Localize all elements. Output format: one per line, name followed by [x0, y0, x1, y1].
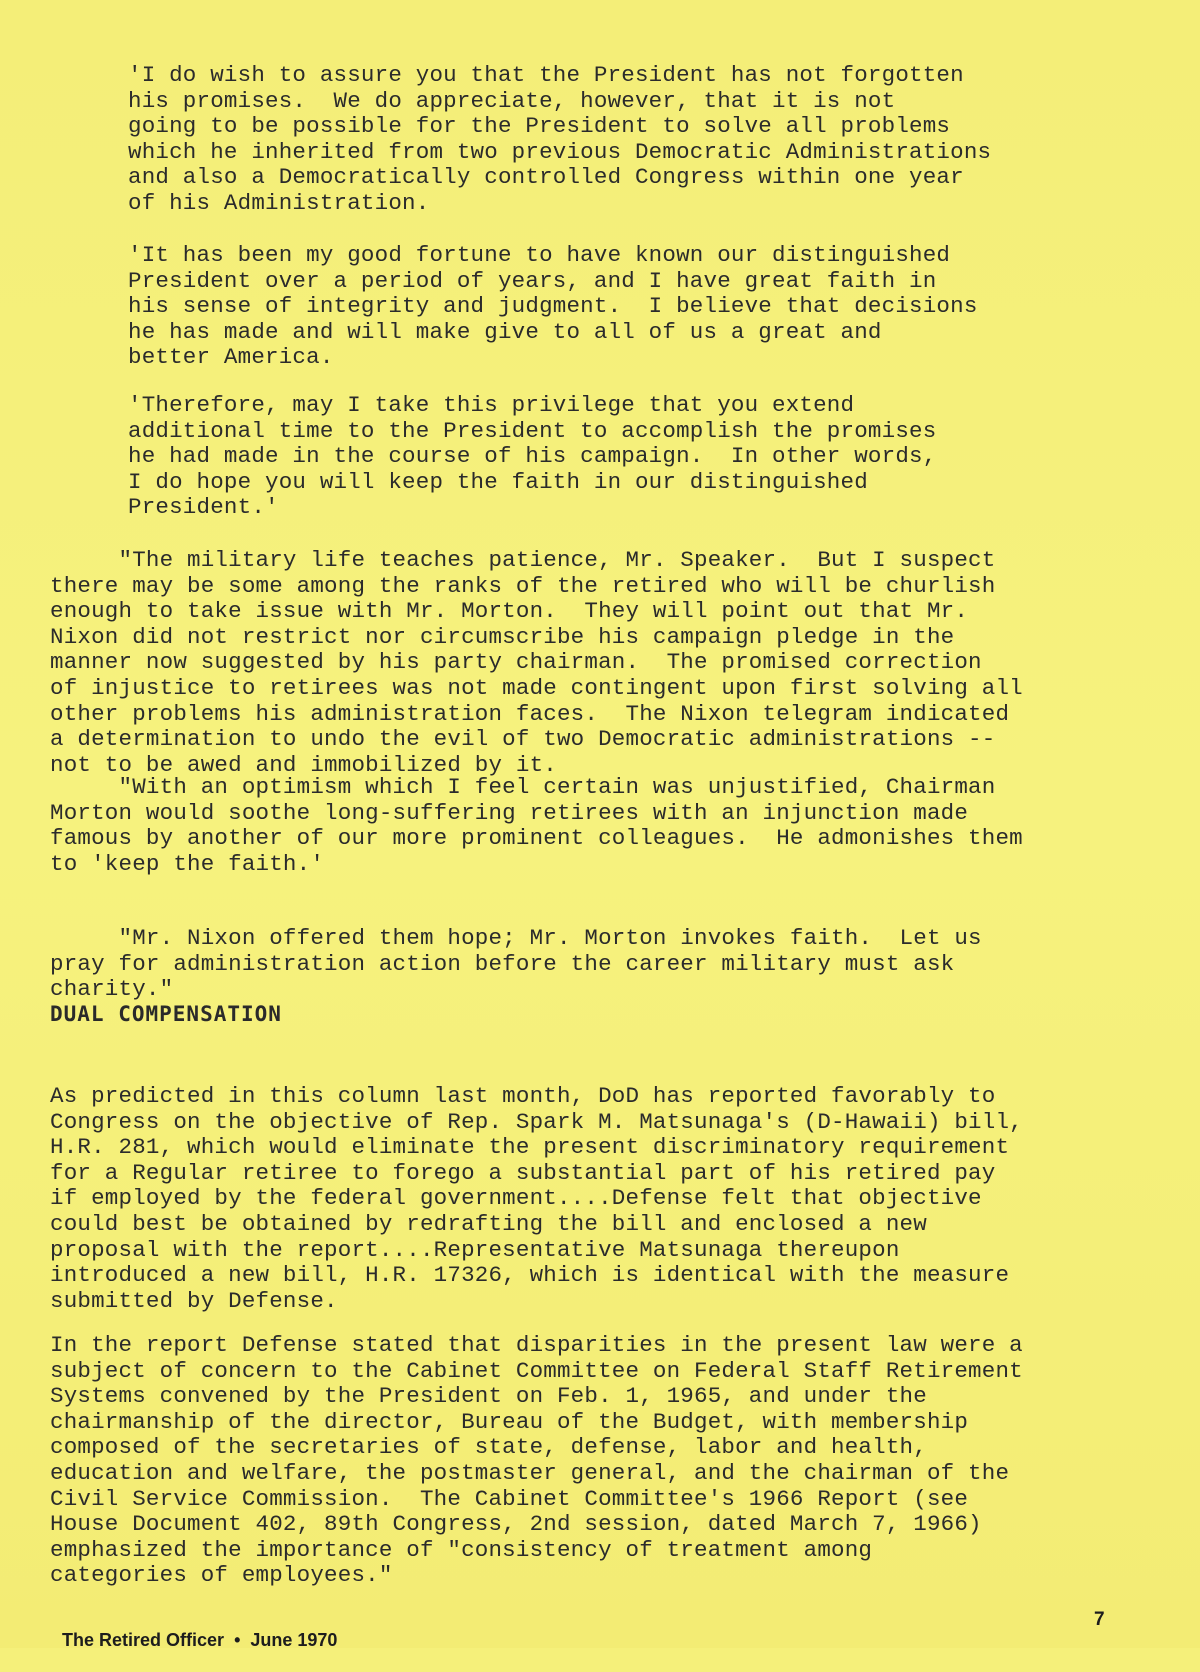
body-paragraph-1: "The military life teaches patience, Mr. Speaker. But I suspect there may be some among the ranks of the retired who will be churlish enough to take issue with Mr. Morton. They will point out that Mr. Nixon did not restrict nor circumscribe his campaign pledge in the manner now suggested by his party chairman. The promised correction of injustice to retirees was not made contingent upon first solving all other problems his administration faces. The Nixon telegram indicated a determination to undo the evil of two Democratic administrations -- not to be awed and immobilized by it. [50, 547, 1023, 778]
body-paragraph-4: As predicted in this column last month, DoD has reported favorably to Congress on the objective of Rep. Spark M. Matsunaga's (D-Hawaii) bill, H.R. 281, which would eliminate the present discriminatory requirement for a Regular retiree to forego a substantial part of his retired pay if employed by the federal government....Defense felt that objective could best be obtained by redrafting the bill and enclosed a new proposal with the report....Representative Matsunaga thereupon introduced a new bill, H.R. 17326, which is identical with the measure submitted by Defense. [50, 1083, 1023, 1314]
issue-date: June 1970 [250, 1630, 338, 1650]
section-heading: DUAL COMPENSATION [50, 1002, 282, 1026]
page-number: 7 [1094, 1609, 1105, 1630]
quoted-paragraph-1: 'I do wish to assure you that the President has not forgotten his promises. We do appreciate, however, that it is not going to be possible for the President to solve all problems which he inherited from two previous Democratic Administrations and also a Democratically controlled Congress within one year of his Administration. [128, 62, 992, 216]
publication-name: The Retired Officer [62, 1630, 225, 1650]
quoted-paragraph-2: 'It has been my good fortune to have known our distinguished President over a period of years, and I have great faith in his sense of integrity and judgment. I believe that decisions he has made and will make give to all of us a great and better America. [128, 242, 978, 371]
body-paragraph-5: In the report Defense stated that disparities in the present law were a subject of concern to the Cabinet Committee on Federal Staff Retirement Systems convened by the President on Feb. 1, 1965, and under the chairmanship of the director, Bureau of the Budget, with membership composed of the secretaries of state, defense, labor and health, education and welfare, the postmaster general, and the chairman of the Civil Service Commission. The Cabinet Committee's 1966 Report (see House Document 402, 89th Congress, 2nd session, dated March 7, 1966) emphasized the importance of "consistency of treatment among categories of employees." [50, 1332, 1023, 1589]
footer-bullet: • [234, 1630, 241, 1650]
body-paragraph-2: "With an optimism which I feel certain was unjustified, Chairman Morton would soothe long-suffering retirees with an injunction made famous by another of our more prominent colleagues. He admonishes them to 'keep the faith.' [50, 774, 1023, 877]
page-footer [42, 1609, 337, 1672]
body-paragraph-3: "Mr. Nixon offered them hope; Mr. Morton invokes faith. Let us pray for administration action before the career military must ask charity." [50, 925, 982, 1003]
quoted-paragraph-3: 'Therefore, may I take this privilege that you extend additional time to the President to accomplish the promises he had made in the course of his campaign. In other words, I do hope you will keep the faith in our distinguished President.' [128, 392, 937, 521]
